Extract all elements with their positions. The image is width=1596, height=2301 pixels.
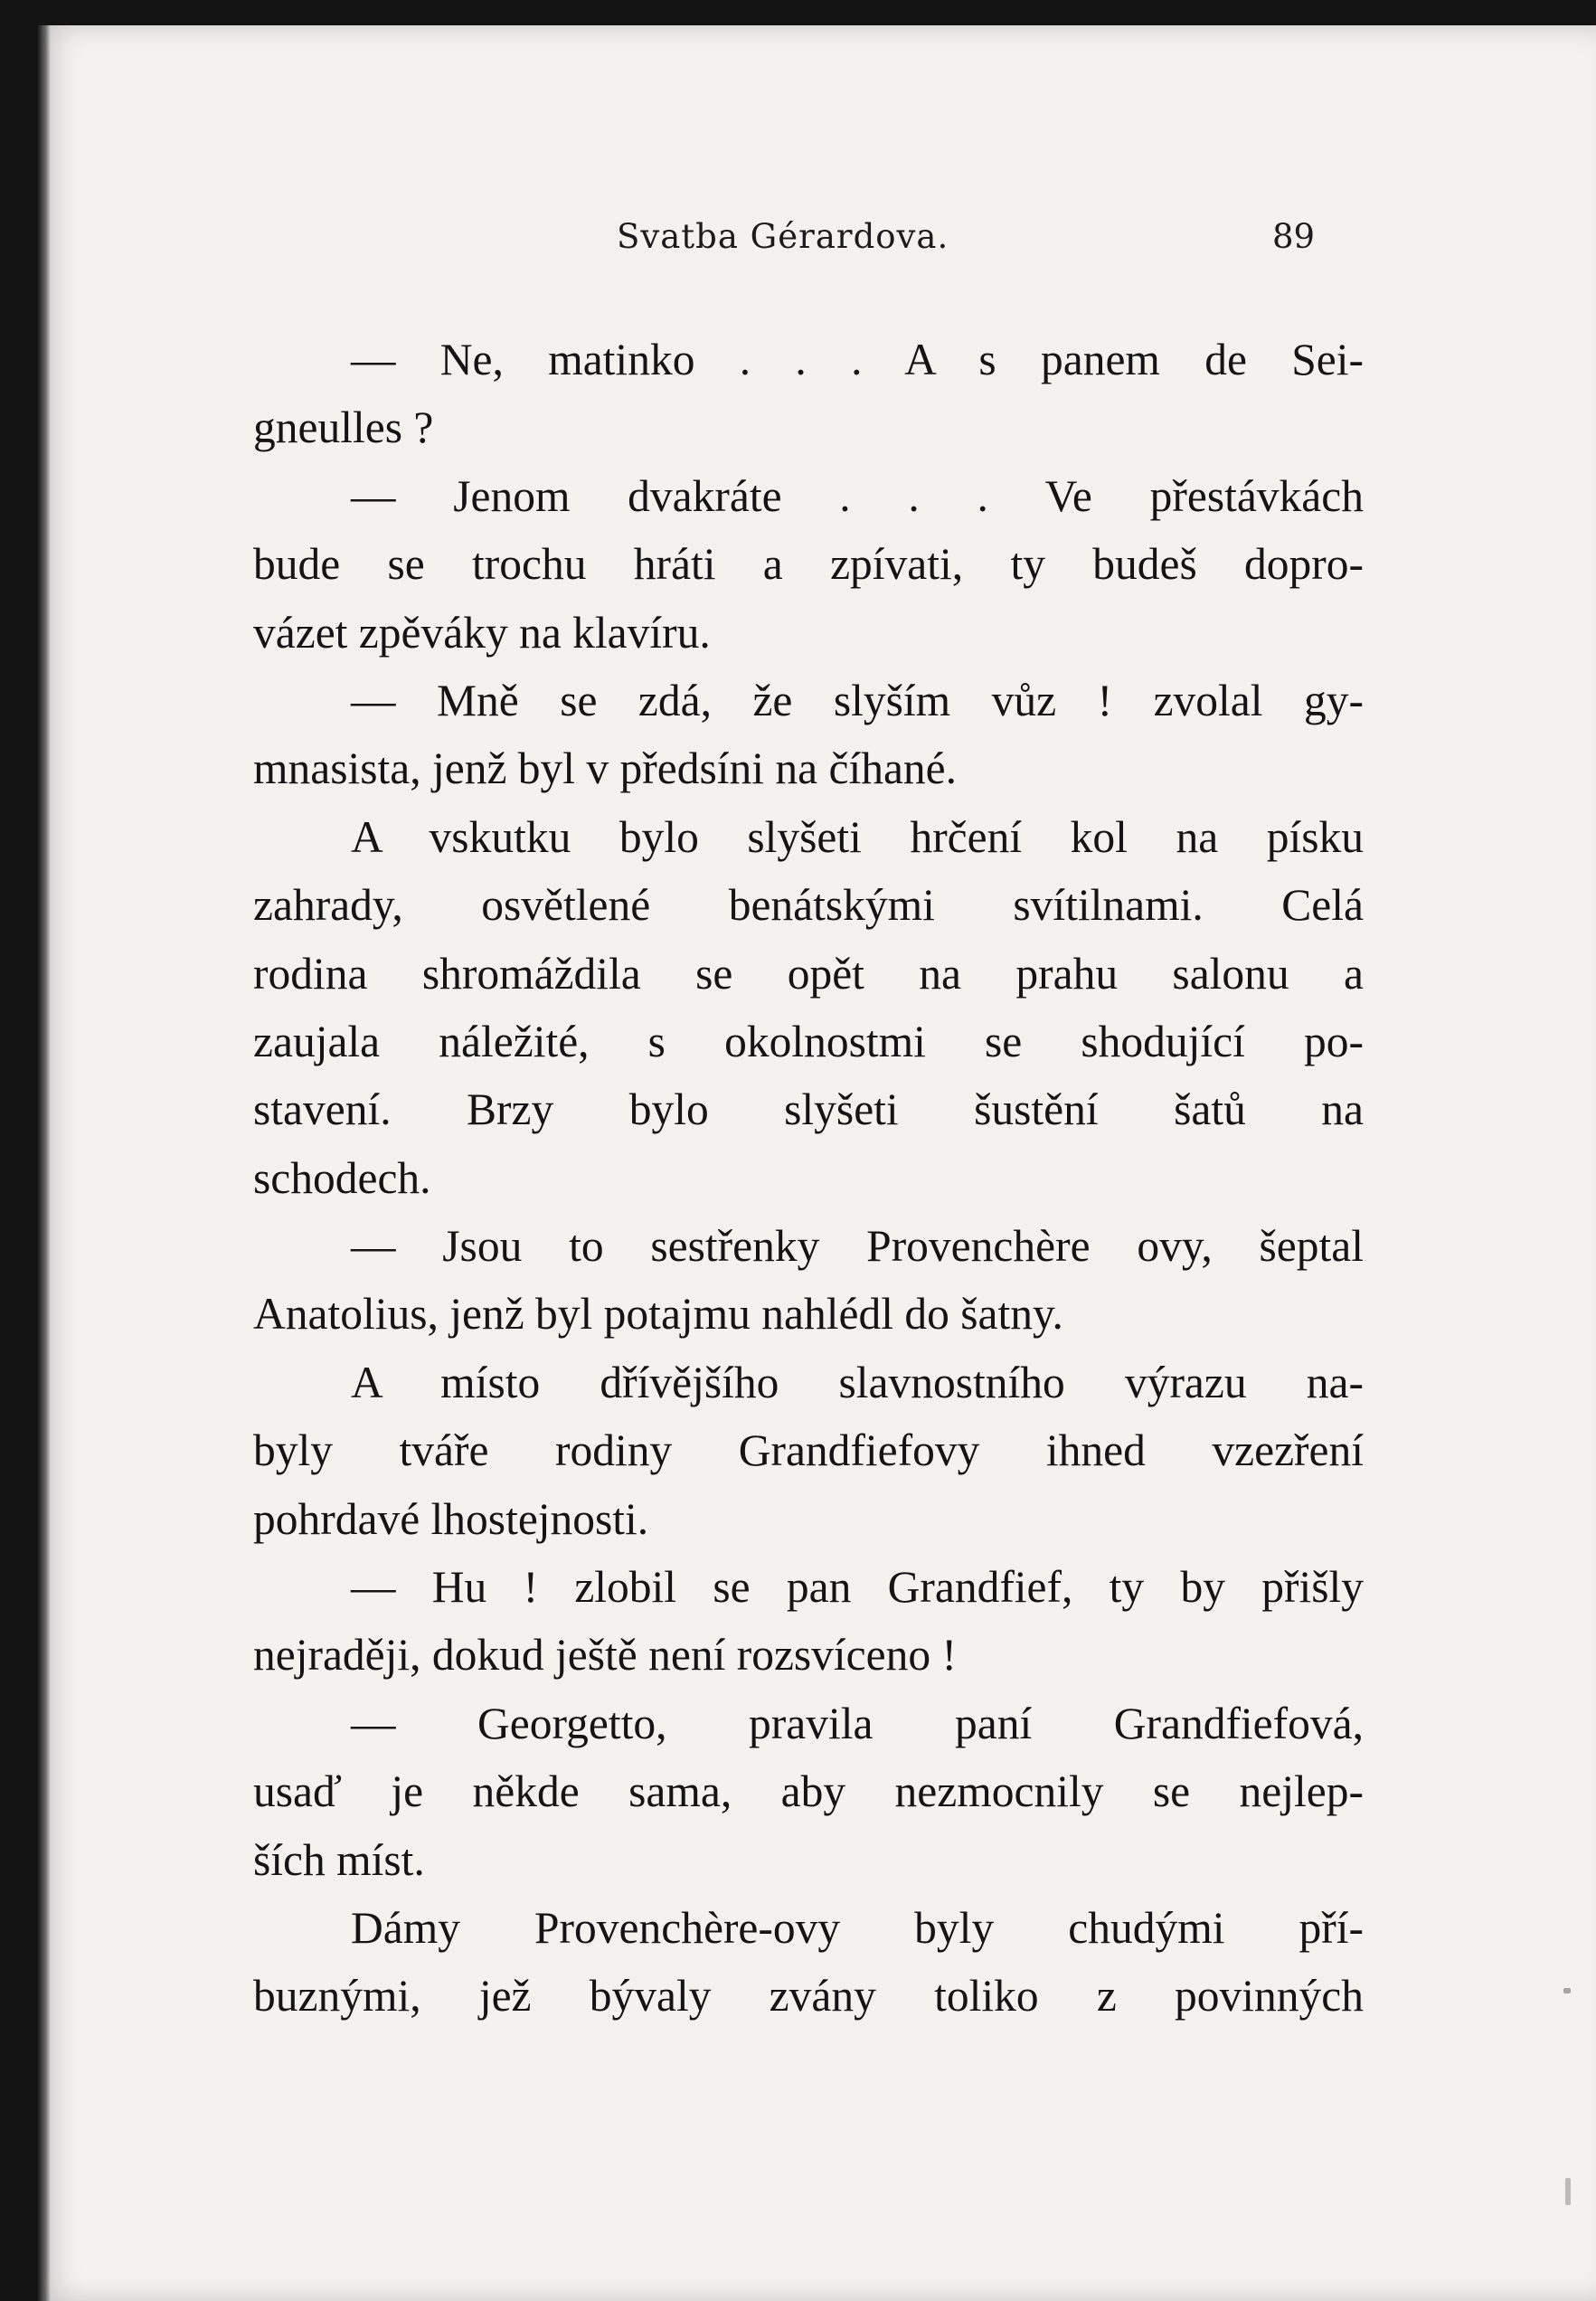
text-line: rodina shromáždila se opět na prahu salonu a xyxy=(253,948,1364,999)
running-title: Svatba Gérardova. xyxy=(617,217,949,256)
book-page xyxy=(38,25,1596,2301)
text-line: — Jsou to sestřenky Provenchère ovy, šeptal xyxy=(351,1221,1364,1272)
text-line: stavení. Brzy bylo slyšeti šustění šatů na xyxy=(253,1084,1364,1135)
text-line: ších míst. xyxy=(253,1834,425,1885)
text-line: bude se trochu hráti a zpívati, ty budeš dopro- xyxy=(253,539,1364,590)
text-line: schodech. xyxy=(253,1152,431,1203)
scan-speck xyxy=(1565,2178,1571,2205)
text-line: — Ne, matinko . . . A s panem de Sei- xyxy=(351,335,1364,384)
text-line: — Jenom dvakráte . . . Ve přestávkách xyxy=(351,470,1364,521)
text-line: gneulles ? xyxy=(253,402,434,453)
scan-speck xyxy=(1563,1988,1571,1993)
page-gutter-shadow xyxy=(38,25,51,2301)
text-line: vázet zpěváky na klavíru. xyxy=(253,607,711,658)
text-line: usaď je někde sama, aby nezmocnily se nejlep- xyxy=(253,1766,1364,1817)
text-line: byly tváře rodiny Grandfiefovy ihned vzezření xyxy=(253,1425,1364,1476)
text-line: buznými, jež bývaly zvány toliko z povinných xyxy=(253,1971,1364,2022)
page-number: 89 xyxy=(1272,217,1316,256)
text-line: — Georgetto, pravila paní Grandfiefová, xyxy=(351,1698,1364,1748)
page-header xyxy=(38,217,1596,271)
text-line: zaujala náležité, s okolnostmi se shodující po- xyxy=(253,1016,1364,1066)
text-line: zahrady, osvětlené benátskými svítilnami. Celá xyxy=(253,880,1364,931)
text-line: mnasista, jenž byl v předsíni na číhané. xyxy=(253,743,958,794)
body-text xyxy=(253,326,1364,2031)
text-line: — Hu ! zlobil se pan Grandfief, ty by přišly xyxy=(351,1562,1364,1613)
text-line: Anatolius, jenž byl potajmu nahlédl do šatny. xyxy=(253,1289,1063,1340)
text-line: pohrdavé lhostejnosti. xyxy=(253,1493,649,1544)
text-line: A místo dřívějšího slavnostního výrazu na- xyxy=(351,1357,1364,1407)
text-line: — Mně se zdá, že slyším vůz ! zvolal gy- xyxy=(351,675,1364,725)
text-line: nejraději, dokud ještě není rozsvíceno ! xyxy=(253,1630,957,1681)
text-line: A vskutku bylo slyšeti hrčení kol na písku xyxy=(351,811,1364,862)
text-line: Dámy Provenchère-ovy byly chudými pří- xyxy=(351,1902,1364,1953)
